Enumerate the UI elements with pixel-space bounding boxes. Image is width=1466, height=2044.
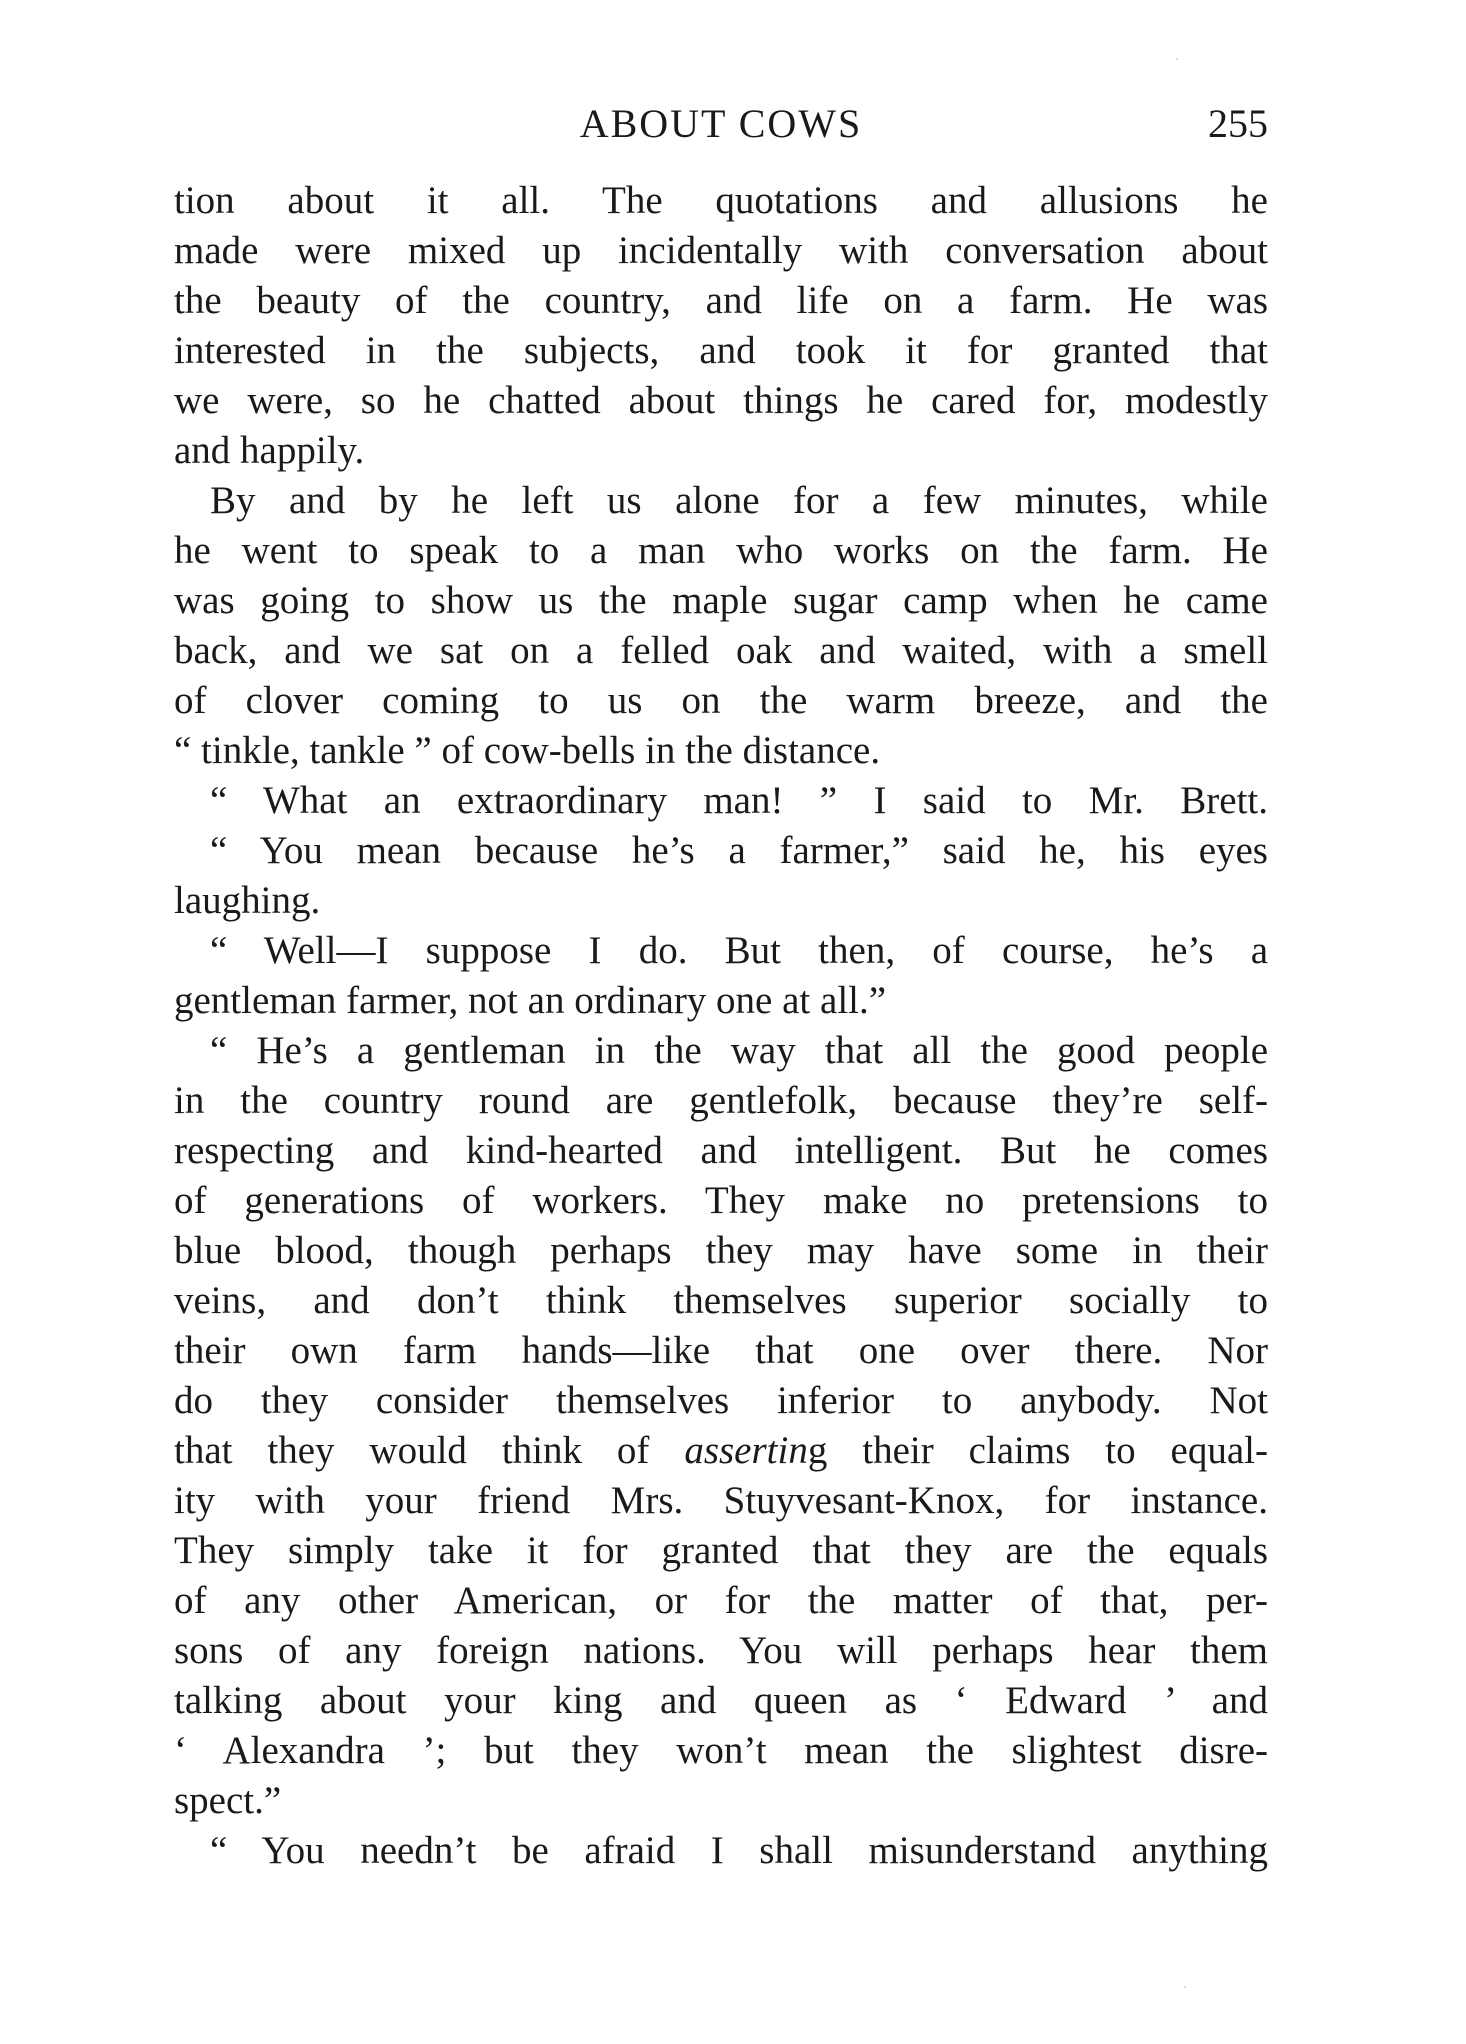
text-line: of clover coming to us on the warm breeze, and the <box>174 679 1268 722</box>
text-line: “ You needn’t be afraid I shall misunderstand anything <box>210 1829 1268 1872</box>
text-line: and happily. <box>174 429 365 472</box>
text-line: talking about your king and queen as ‘ Edward ’ and <box>174 1679 1268 1722</box>
italic-word: assertin <box>684 1429 808 1472</box>
text-line: laughing. <box>174 879 321 922</box>
text-line: the beauty of the country, and life on a farm. He was <box>174 279 1268 322</box>
text-line: of generations of workers. They make no pretensions to <box>174 1179 1268 1222</box>
running-title: ABOUT COWS <box>579 101 863 146</box>
text-line: he went to speak to a man who works on the farm. He <box>174 529 1268 572</box>
text-line-mixed <box>174 1426 1268 1476</box>
running-head <box>174 100 1268 160</box>
paper-speck <box>1176 58 1178 60</box>
page-number: 255 <box>1208 101 1268 146</box>
text-line: was going to show us the maple sugar camp when he came <box>174 579 1268 622</box>
text-line: back, and we sat on a felled oak and waited, with a smell <box>174 629 1268 672</box>
text-line: “ What an extraordinary man! ” I said to Mr. Brett. <box>210 779 1268 822</box>
text-line: blue blood, though perhaps they may have some in their <box>174 1229 1268 1272</box>
text-line: “ You mean because he’s a farmer,” said he, his eyes <box>210 829 1268 872</box>
text-line: sons of any foreign nations. You will perhaps hear them <box>174 1629 1268 1672</box>
text-line: do they consider themselves inferior to anybody. Not <box>174 1379 1268 1422</box>
text-line: respecting and kind-hearted and intelligent. But he comes <box>174 1129 1268 1172</box>
text-line: veins, and don’t think themselves superior socially to <box>174 1279 1268 1322</box>
text-segment: g their claims to equal- <box>807 1429 1268 1472</box>
text-line: in the country round are gentlefolk, because they’re self- <box>174 1079 1268 1122</box>
text-line: ity with your friend Mrs. Stuyvesant-Knox, for instance. <box>174 1479 1268 1522</box>
text-line: their own farm hands—like that one over there. Nor <box>174 1329 1268 1372</box>
text-line: of any other American, or for the matter of that, per- <box>174 1579 1268 1622</box>
body-text <box>174 176 1268 1876</box>
text-line: “ He’s a gentleman in the way that all the good people <box>210 1029 1268 1072</box>
text-line: tion about it all. The quotations and allusions he <box>174 179 1268 222</box>
text-line: ‘ Alexandra ’; but they won’t mean the slightest disre- <box>174 1729 1268 1772</box>
text-line: interested in the subjects, and took it for granted that <box>174 329 1268 372</box>
text-segment: that they would think of <box>174 1429 650 1472</box>
text-line: gentleman farmer, not an ordinary one at all.” <box>174 979 887 1022</box>
text-line: made were mixed up incidentally with conversation about <box>174 229 1268 272</box>
text-line: spect.” <box>174 1779 282 1822</box>
text-line: By and by he left us alone for a few minutes, while <box>210 479 1268 522</box>
text-line: They simply take it for granted that they are the equals <box>174 1529 1268 1572</box>
text-line: we were, so he chatted about things he cared for, modestly <box>174 379 1268 422</box>
paper-speck <box>1184 1986 1186 1988</box>
text-line: “ tinkle, tankle ” of cow-bells in the distance. <box>174 729 881 772</box>
text-line: “ Well—I suppose I do. But then, of course, he’s a <box>210 929 1268 972</box>
